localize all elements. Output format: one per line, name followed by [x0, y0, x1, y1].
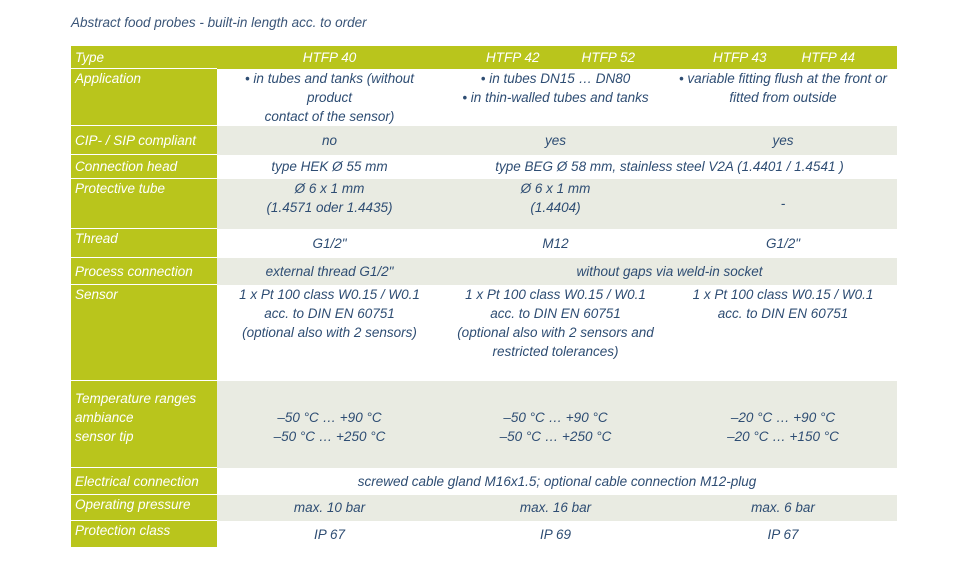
header-col2b: HTFP 52 [581, 49, 635, 65]
cell-pressure-c1: max. 10 bar [217, 495, 442, 521]
cell-pressure-c3: max. 6 bar [669, 495, 897, 521]
cell-temperature-c1: –50 °C … +90 °C –50 °C … +250 °C [217, 381, 442, 468]
label-connection-head: Connection head [71, 155, 217, 179]
label-thread: Thread [71, 229, 217, 258]
cell-process-connection-c23: without gaps via weld-in socket [442, 258, 897, 285]
row-thread [71, 229, 897, 258]
label-protection: Protection class [71, 521, 217, 548]
header-col2 [442, 46, 669, 69]
cell-cip-c2: yes [442, 126, 669, 155]
cell-thread-c2: M12 [442, 229, 669, 258]
cell-cip-c1: no [217, 126, 442, 155]
spec-table [71, 46, 897, 548]
label-cip: CIP- / SIP compliant [71, 126, 217, 155]
row-protective-tube [71, 179, 897, 229]
cell-connection-head-c23: type BEG Ø 58 mm, stainless steel V2A (1.4401 / 1.4541 ) [442, 155, 897, 179]
row-electrical [71, 468, 897, 495]
row-connection-head [71, 155, 897, 179]
row-process-connection [71, 258, 897, 285]
label-pressure: Operating pressure [71, 495, 217, 521]
header-label: Type [71, 46, 217, 69]
cell-temperature-c3: –20 °C … +90 °C –20 °C … +150 °C [669, 381, 897, 468]
document-title: Abstract food probes - built-in length acc. to order [71, 15, 367, 30]
label-protective-tube: Protective tube [71, 179, 217, 229]
row-sensor [71, 285, 897, 381]
cell-application-c3: • variable fitting flush at the front or fitted from outside [669, 69, 897, 126]
row-cip [71, 126, 897, 155]
header-col3 [669, 46, 897, 69]
header-col3b: HTFP 44 [801, 49, 855, 65]
cell-protective-tube-c1: Ø 6 x 1 mm (1.4571 oder 1.4435) [217, 179, 442, 229]
cell-application-c1: • in tubes and tanks (without product contact of the sensor) [217, 69, 442, 126]
cell-process-connection-c1: external thread G1/2" [217, 258, 442, 285]
cell-sensor-c2: 1 x Pt 100 class W0.15 / W0.1 acc. to DIN EN 60751 (optional also with 2 sensors and restricted tolerances) [442, 285, 669, 381]
row-protection [71, 521, 897, 548]
label-electrical: Electrical connection [71, 468, 217, 495]
cell-temperature-c2: –50 °C … +90 °C –50 °C … +250 °C [442, 381, 669, 468]
label-sensor: Sensor [71, 285, 217, 381]
cell-thread-c1: G1/2" [217, 229, 442, 258]
cell-thread-c3: G1/2" [669, 229, 897, 258]
row-temperature [71, 381, 897, 468]
cell-sensor-c3: 1 x Pt 100 class W0.15 / W0.1 acc. to DIN EN 60751 [669, 285, 897, 381]
header-col2a: HTFP 42 [486, 49, 540, 65]
cell-protection-c1: IP 67 [217, 521, 442, 548]
row-application [71, 69, 897, 126]
cell-electrical-c123: screwed cable gland M16x1.5; optional cable connection M12-plug [217, 468, 897, 495]
cell-protective-tube-c2: Ø 6 x 1 mm (1.4404) [442, 179, 669, 229]
cell-application-c2: • in tubes DN15 … DN80 • in thin-walled tubes and tanks [442, 69, 669, 126]
label-process-connection: Process connection [71, 258, 217, 285]
cell-protection-c2: IP 69 [442, 521, 669, 548]
cell-protection-c3: IP 67 [669, 521, 897, 548]
label-application: Application [71, 69, 217, 126]
row-pressure [71, 495, 897, 521]
header-col1: HTFP 40 [217, 46, 442, 69]
cell-pressure-c2: max. 16 bar [442, 495, 669, 521]
header-row [71, 46, 897, 69]
cell-sensor-c1: 1 x Pt 100 class W0.15 / W0.1 acc. to DIN EN 60751 (optional also with 2 sensors) [217, 285, 442, 381]
cell-connection-head-c1: type HEK Ø 55 mm [217, 155, 442, 179]
label-temperature: Temperature ranges ambiance sensor tip [71, 381, 217, 468]
header-col3a: HTFP 43 [713, 49, 767, 65]
cell-protective-tube-c3: - [669, 179, 897, 229]
cell-cip-c3: yes [669, 126, 897, 155]
